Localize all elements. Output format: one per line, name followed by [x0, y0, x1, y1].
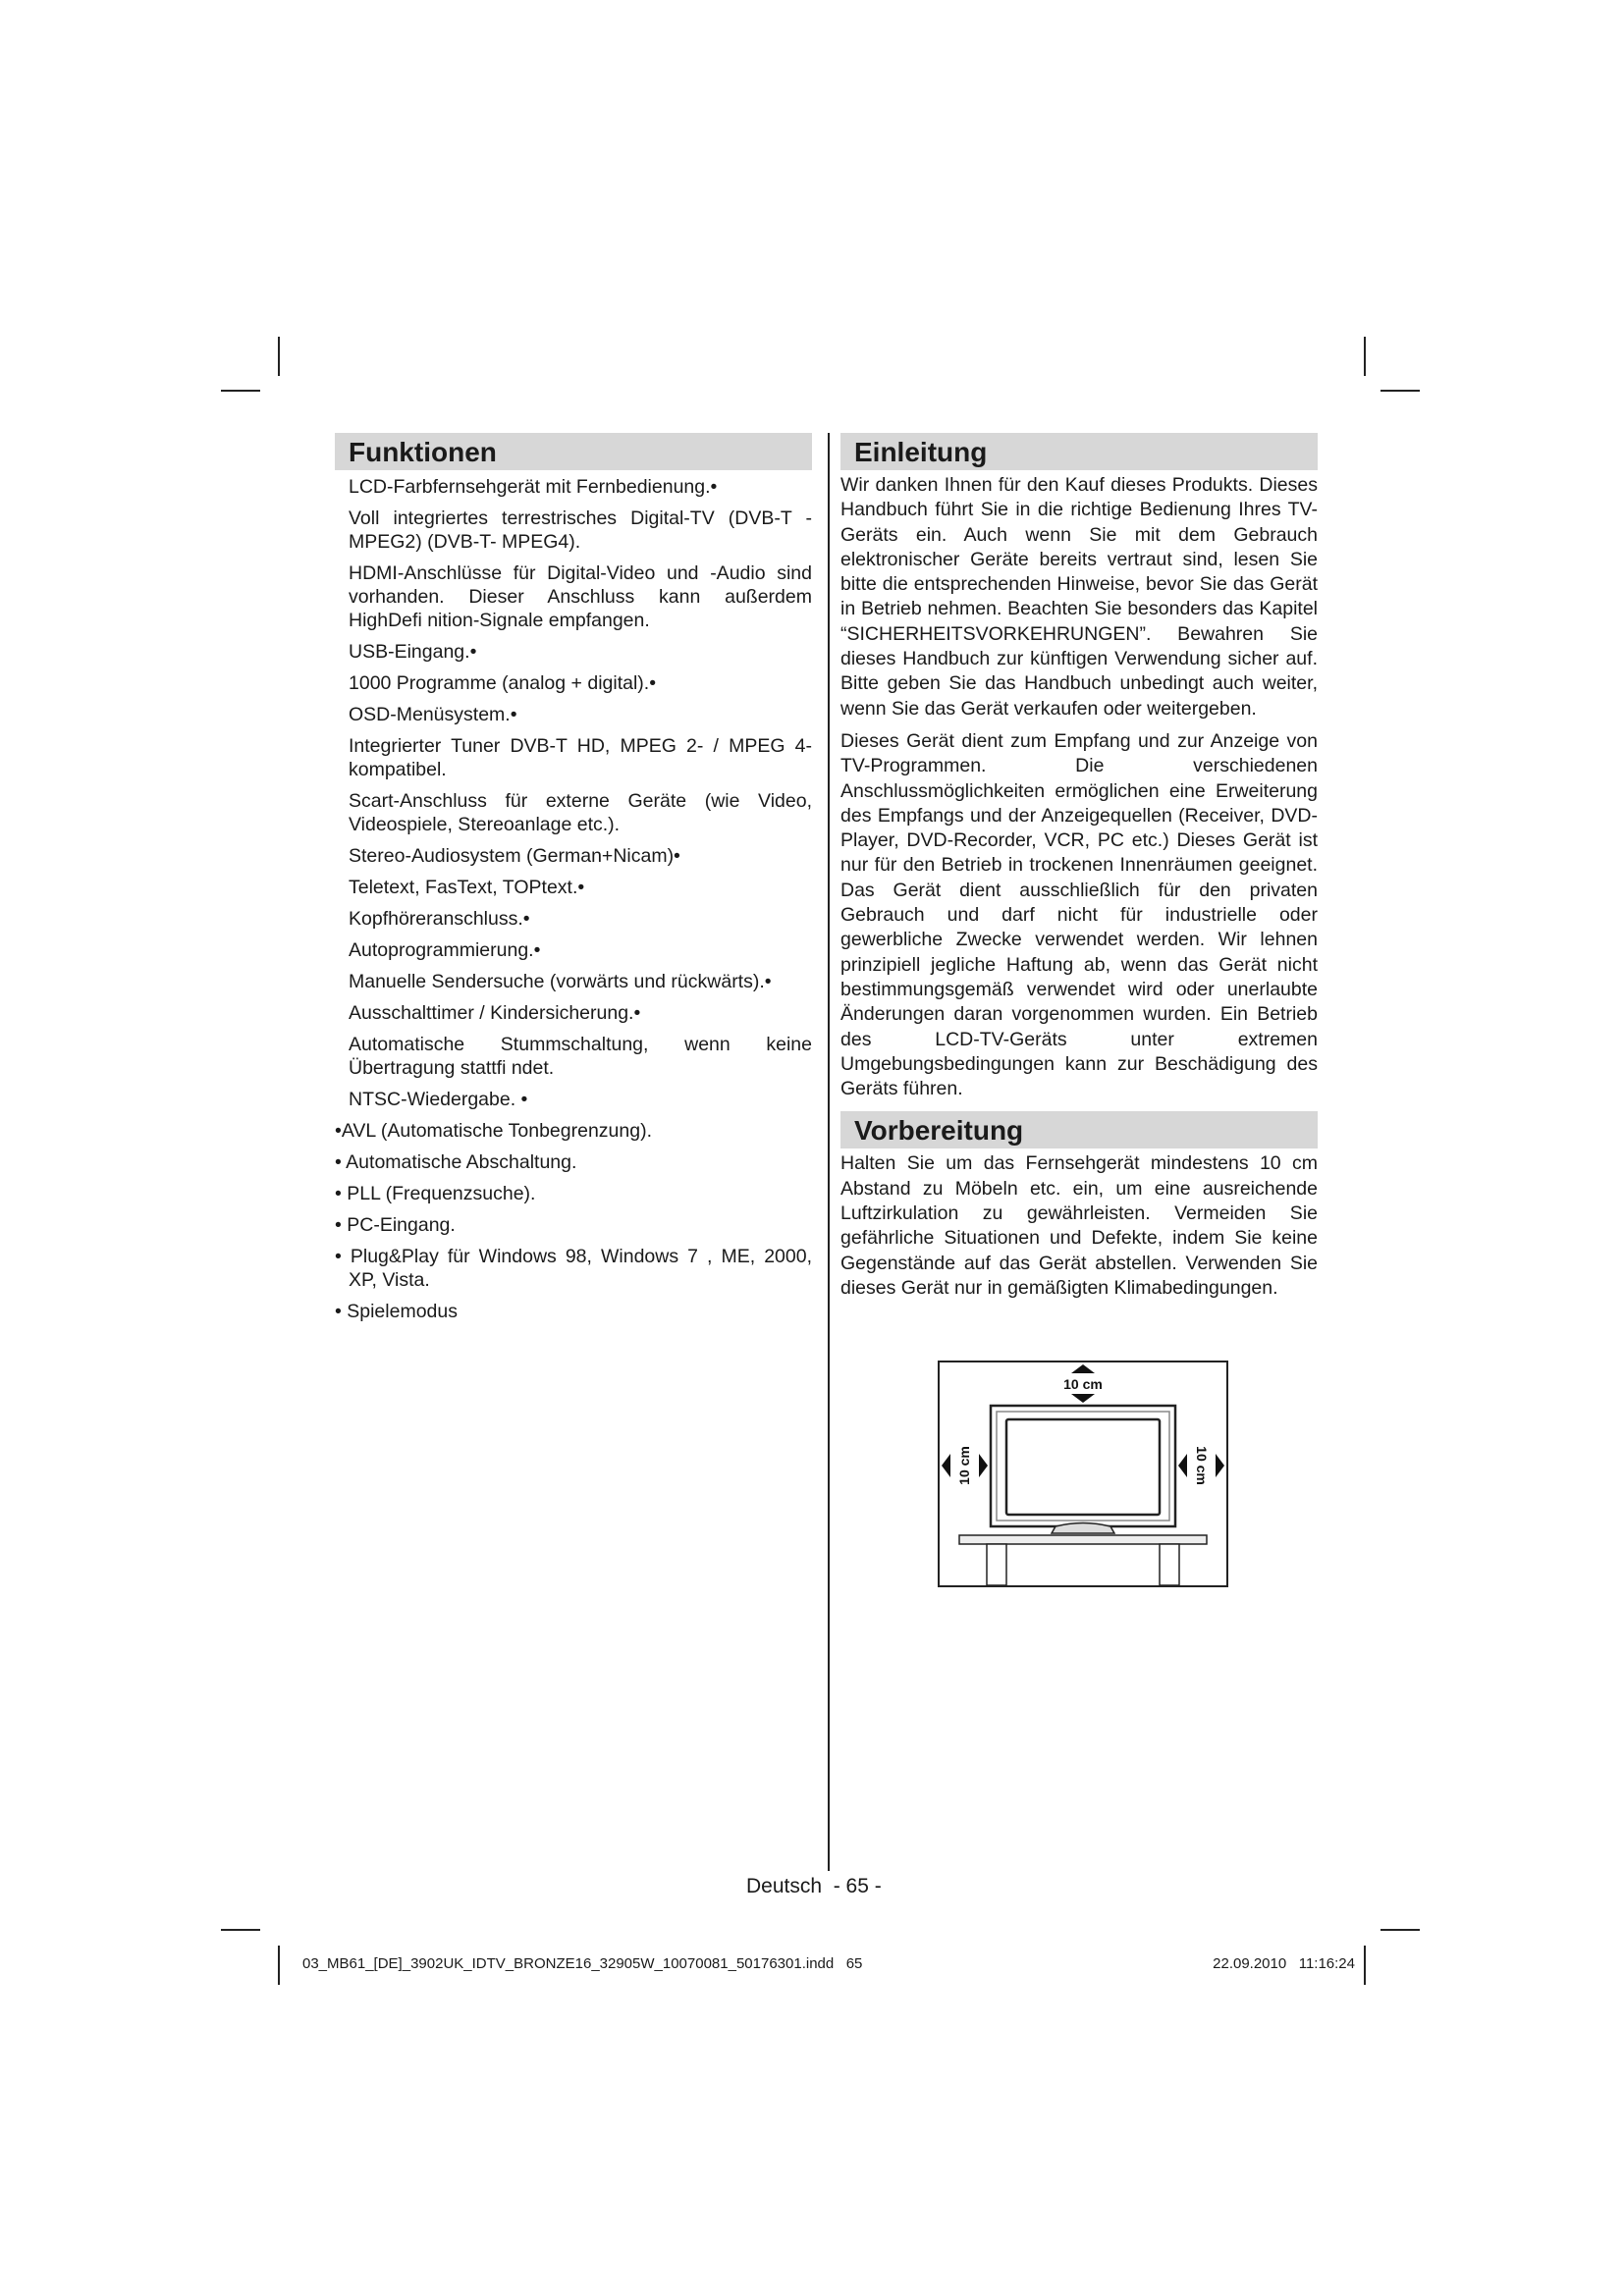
table-leg: [1160, 1544, 1179, 1585]
bullet-item: • Automatische Abschaltung.: [335, 1151, 577, 1173]
bullet-item: • Plug&Play für Windows 98, Windows 7 , ME, 2000, XP, Vista.: [335, 1246, 812, 1291]
intro-column: [840, 433, 1318, 1301]
print-timestamp: 22.09.2010 11:16:24: [1213, 1955, 1355, 1972]
feature-item: Integrierter Tuner DVB-T HD, MPEG 2- / MPEG 4-kompatibel.: [349, 735, 812, 780]
crop-mark: [278, 337, 280, 376]
label-left: 10 cm: [956, 1446, 972, 1485]
feature-item: Voll integriertes terrestrisches Digital-TV (DVB-T - MPEG2) (DVB-T- MPEG4).: [349, 507, 812, 553]
crop-mark: [221, 1929, 260, 1931]
file-info: 03_MB61_[DE]_3902UK_IDTV_BRONZE16_32905W_10070081_50176301.indd 65: [302, 1955, 863, 1972]
tv-stand: [1052, 1523, 1114, 1534]
tv-clearance-diagram: [938, 1361, 1228, 1587]
table-leg: [987, 1544, 1006, 1585]
crop-mark: [1364, 1946, 1366, 1985]
preparation-paragraph: Halten Sie um das Fernsehgerät mindestens 10 cm Abstand zu Möbeln etc. ein, um eine ausreichende Luftzirkulation zu gewährleisten. Vermeiden Sie gefährliche Situationen und Defekte, indem Sie keine Gegenstände auf das Gerät abstellen. Verwenden Sie dieses Gerät nur in gemäßigten Klimabedingungen.: [840, 1152, 1318, 1299]
feature-item: 1000 Programme (analog + digital).•: [349, 672, 657, 694]
crop-mark: [221, 390, 260, 392]
section-heading-funktionen: Funktionen: [335, 433, 812, 470]
features-column: [335, 433, 812, 1331]
crop-mark: [1380, 390, 1420, 392]
feature-item: Manuelle Sendersuche (vorwärts und rückwärts).•: [349, 971, 772, 992]
feature-item: Kopfhöreranschluss.•: [349, 908, 530, 930]
crop-mark: [1380, 1929, 1420, 1931]
column-divider: [828, 433, 830, 1871]
intro-paragraph: Wir danken Ihnen für den Kauf dieses Produkts. Dieses Handbuch führt Sie in die richtige Bedienung Ihres TV-Geräts ein. Auch wenn Sie mit dem Gebrauch elektronischer Geräte bereits vertraut sind, lesen Sie bitte die entsprechenden Hinweise, bevor Sie das Gerät in Betrieb nehmen. Beachten Sie besonders das Kapitel “SICHERHEITSVORKEHRUNGEN”. Bewahren Sie dieses Handbuch zur künftigen Verwendung sicher auf. Bitte geben Sie das Handbuch unbedingt auch weiter, wenn Sie das Gerät verkaufen oder weitergeben.: [840, 474, 1318, 720]
bullet-item: • PLL (Frequenzsuche).: [335, 1183, 536, 1204]
section-heading-vorbereitung: Vorbereitung: [840, 1111, 1318, 1148]
label-right: 10 cm: [1194, 1446, 1210, 1485]
feature-item: Ausschalttimer / Kindersicherung.•: [349, 1002, 641, 1024]
feature-item: NTSC-Wiedergabe. •: [349, 1089, 528, 1110]
bullet-item: • PC-Eingang.: [335, 1214, 456, 1236]
crop-mark: [1364, 337, 1366, 376]
page-number: Deutsch - 65 -: [746, 1875, 882, 1897]
intro-paragraph: Dieses Gerät dient zum Empfang und zur Anzeige von TV-Programmen. Die verschiedenen Anschlussmöglichkeiten ermöglichen eine Erweiterung des Empfangs und der Anzeigequellen (Receiver, DVD-Player, DVD-Recorder, VCR, PC etc.) Dieses Gerät ist nur für den Betrieb in trockenen Innenräumen geeignet. Das Gerät dient ausschließlich für den privaten Gebrauch und darf nicht für industrielle oder gewerbliche Zwecke verwendet werden. Wir lehnen prinzipiell jegliche Haftung ab, wenn das Gerät nicht bestimmungsgemäß verwendet wird oder unerlaubte Änderungen daran vorgenommen wurden. Ein Betrieb des LCD-TV-Geräts unter extremen Umgebungsbedingungen kann zur Beschädigung des Geräts führen.: [840, 729, 1318, 1100]
feature-item: Autoprogrammierung.•: [349, 939, 541, 961]
crop-mark: [278, 1946, 280, 1985]
bullet-item: • Spielemodus: [335, 1301, 458, 1322]
feature-item: Scart-Anschluss für externe Geräte (wie Video, Videospiele, Stereoanlage etc.).: [349, 790, 812, 835]
feature-item: HDMI-Anschlüsse für Digital-Video und -Audio sind vorhanden. Dieser Anschluss kann außerdem HighDefi nition-Signale empfangen.: [349, 562, 812, 631]
table-top: [959, 1535, 1207, 1544]
feature-item: USB-Eingang.•: [349, 641, 477, 663]
feature-item: Stereo-Audiosystem (German+Nicam)•: [349, 845, 680, 867]
feature-item: Automatische Stummschaltung, wenn keine Übertragung stattfi ndet.: [349, 1034, 812, 1079]
feature-item: OSD-Menüsystem.•: [349, 704, 517, 725]
feature-item: Teletext, FasText, TOPtext.•: [349, 877, 585, 898]
bullet-item: •AVL (Automatische Tonbegrenzung).: [335, 1120, 652, 1142]
feature-item: LCD-Farbfernsehgerät mit Fernbedienung.•: [349, 476, 718, 498]
label-top: 10 cm: [1063, 1376, 1103, 1392]
section-heading-einleitung: Einleitung: [840, 433, 1318, 470]
tv-screen: [1006, 1419, 1160, 1515]
